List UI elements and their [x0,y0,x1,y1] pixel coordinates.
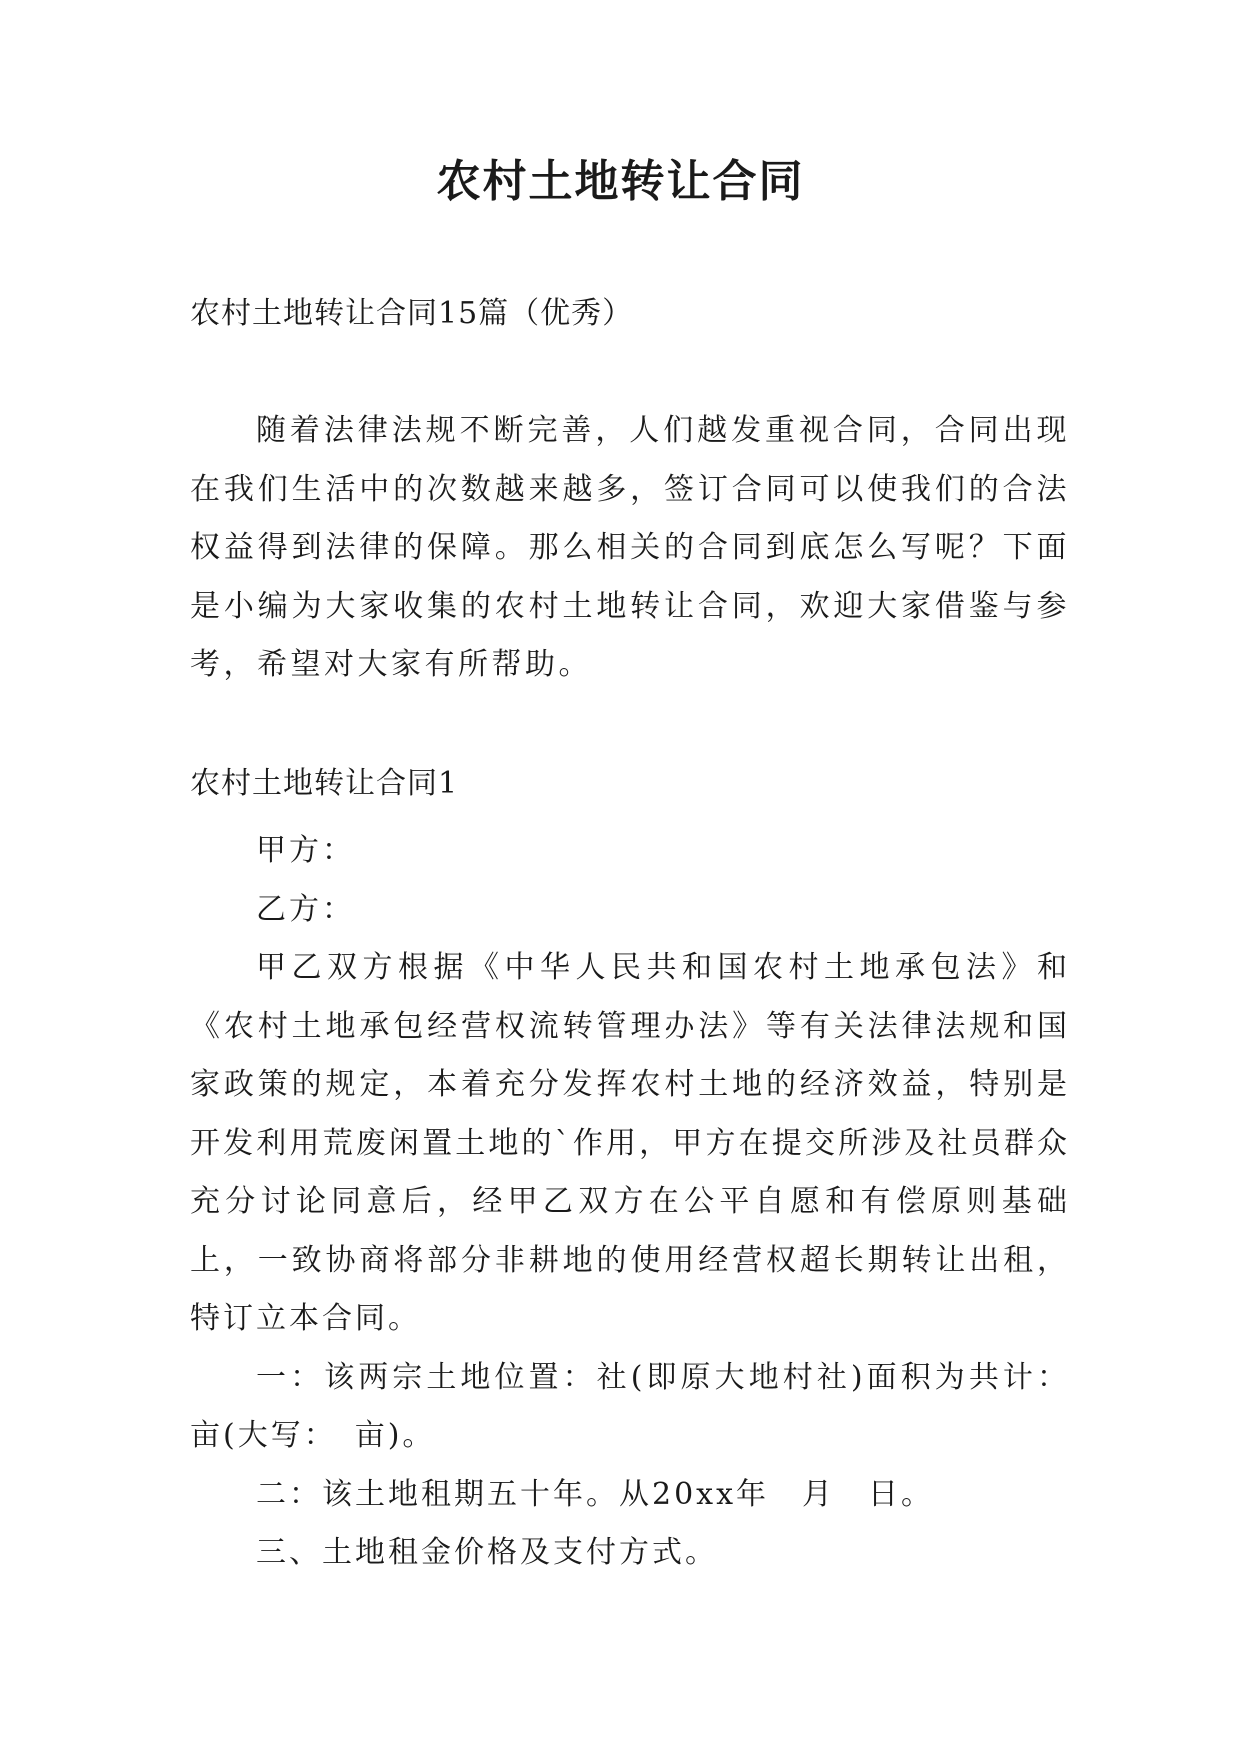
party-b-line: 乙方： [256,891,355,927]
document-subtitle: 农村土地转让合同15篇（优秀） [190,296,634,331]
party-a-line: 甲方： [256,833,355,868]
clause-one: 一：该两宗土地位置：社(即原大地村社)面积为共计：亩(大写： 亩)。 [190,1359,1070,1453]
document-title: 农村土地转让合同 [436,156,805,207]
section-heading: 农村土地转让合同1 [190,766,459,801]
intro-paragraph: 随着法律法规不断完善，人们越发重视合同，合同出现在我们生活中的次数越来越多，签订合同可以使我们的合法权益得到法律的保障。那么相关的合同到底怎么写呢？下面是小编为大家收集的农村土地转让合同，欢迎大家借鉴与参考，希望对大家有所帮助。 [190,413,1070,682]
clause-two: 二：该土地租期五十年。从20xx年 月 日。 [256,1476,935,1512]
contract-body [190,822,1070,1583]
clause-three: 三、土地租金价格及支付方式。 [256,1535,718,1570]
contract-preamble: 甲乙双方根据《中华人民共和国农村土地承包法》和《农村土地承包经营权流转管理办法》等有关法律法规和国家政策的规定，本着充分发挥农村土地的经济效益，特别是开发利用荒废闲置土地的`作用，甲方在提交所涉及社员群众充分讨论同意后，经甲乙双方在公平自愿和有偿原则基础上，一致协商将部分非耕地的使用经营权超长期转让出租，特订立本合同。 [190,950,1070,1336]
